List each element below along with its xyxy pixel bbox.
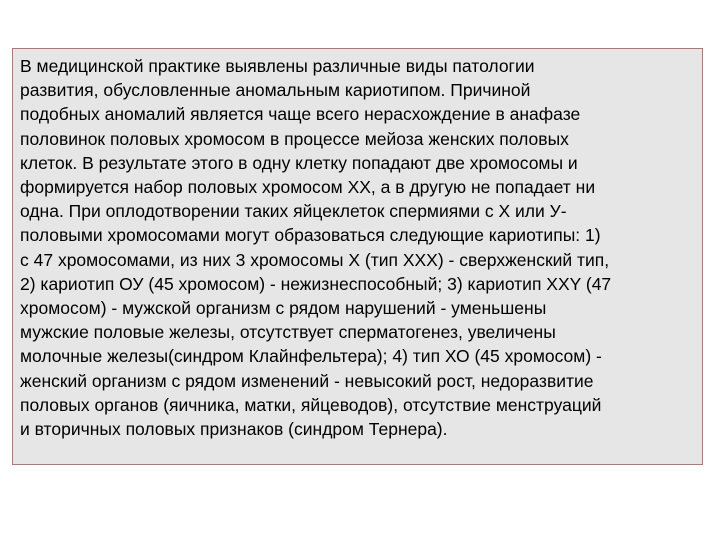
paragraph-line-1: В медицинской практике выявлены различные виды патологии bbox=[20, 56, 535, 76]
paragraph-line-5: клеток. В результате этого в одну клетку попадают две хромосомы и bbox=[20, 152, 578, 173]
paragraph-line-8: половыми хромосомами могут образоваться следующие кариотипы: 1) bbox=[20, 225, 601, 246]
paragraph-line-15: половых органов (яичника, матки, яйцеводов), отсутствие менструаций bbox=[20, 394, 602, 415]
paragraph-line-11: хромосом) - мужской организм с рядом нарушений - уменьшены bbox=[20, 298, 547, 319]
paragraph-line-4: половинок половых хромосом в процессе мейоза женских половых bbox=[20, 128, 569, 149]
paragraph-line-7: одна. При оплодотворении таких яйцеклеток спермиями с Х или У- bbox=[20, 201, 567, 222]
paragraph-line-9: с 47 хромосомами, из них 3 хромосомы Х (тип ХХХ) - сверхженский тип, bbox=[20, 249, 610, 270]
paragraph-line-2: развития, обусловленные аномальным кариотипом. Причиной bbox=[20, 80, 531, 101]
paragraph-line-3: подобных аномалий является чаще всего нерасхождение в анафазе bbox=[20, 104, 581, 125]
paragraph-line-14: женский организм с рядом изменений - невысокий рост, недоразвитие bbox=[20, 370, 594, 391]
paragraph-line-12: мужские половые железы, отсутствует сперматогенез, увеличены bbox=[20, 322, 556, 343]
paragraph-line-10: 2) кариотип ОУ (45 хромосом) - нежизнеспособный; 3) кариотип ХХY (47 bbox=[20, 273, 612, 294]
text-box bbox=[12, 48, 703, 465]
paragraph-line-6: формируется набор половых хромосом ХХ, а в другую не попадает ни bbox=[20, 177, 596, 198]
paragraph-line-16: и вторичных половых признаков (синдром Тернера). bbox=[20, 419, 448, 440]
paragraph-line-13: молочные железы(синдром Клайнфельтера); 4) тип ХО (45 хромосом) - bbox=[20, 346, 602, 367]
